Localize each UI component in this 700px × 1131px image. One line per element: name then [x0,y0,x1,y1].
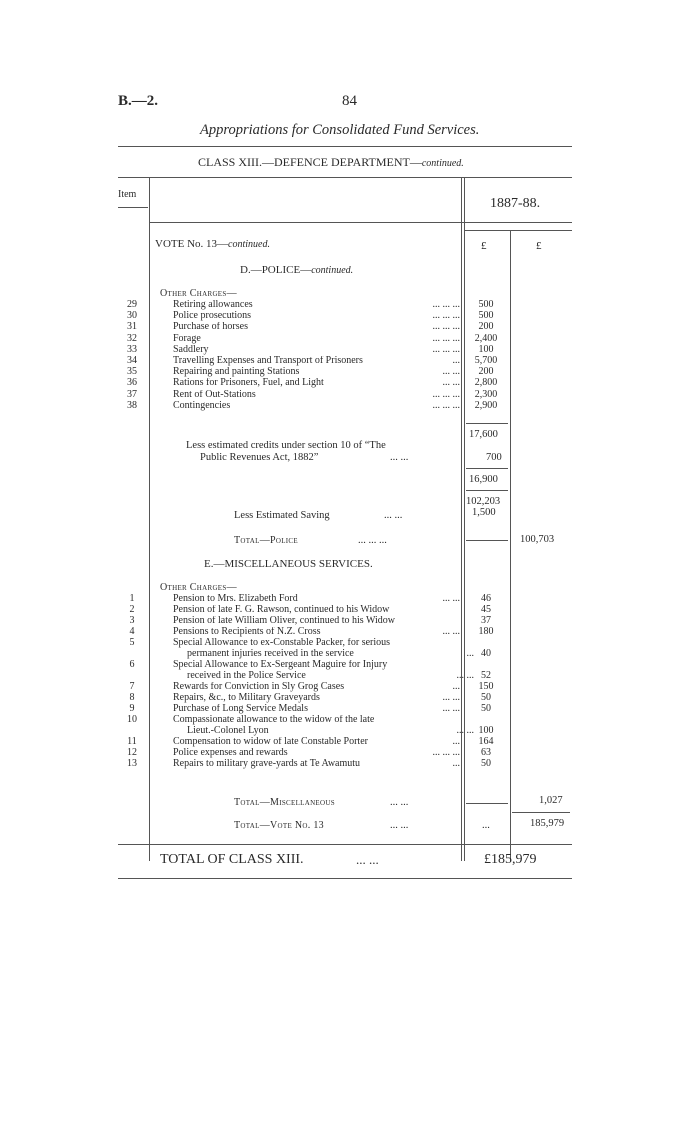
misc-total-rule [466,803,508,804]
item-description [173,682,460,692]
item-amount: 37 [481,615,491,626]
class-title [198,155,464,170]
item-description-text: Pension to Mrs. Elizabeth Ford [173,594,298,604]
item-amount: 2,900 [474,399,498,411]
item-amount: 100 [478,343,494,355]
item-number: 5 [129,637,135,648]
misc-heading: E.—MISCELLANEOUS SERVICES. [204,558,373,570]
class-title-text: CLASS XIII.—DEFENCE DEPARTMENT— [198,155,422,169]
less-saving-amount: 1,500 [472,507,496,518]
item-number: 6 [129,659,135,670]
police-total-amount: 100,703 [520,534,555,545]
leader-dots: ... ... [442,367,460,378]
item-amount: 2,300 [474,388,498,400]
leader-dots: ... ... [442,693,460,703]
misc-item-row [0,605,700,615]
item-number: 29 [127,299,137,310]
item-col-header: Item [118,189,137,200]
item-amount: 40 [481,648,491,659]
item-number: 13 [127,758,137,769]
item-amount: 50 [481,703,491,714]
police-item-row [0,345,700,355]
item-number: 9 [129,703,135,714]
item-amount: 500 [478,310,494,322]
item-number: 38 [127,399,137,411]
item-description-text: Contingencies [173,400,231,411]
misc-item-row [0,638,700,648]
misc-item-row-continuation [0,671,700,681]
item-number: 8 [129,692,135,703]
item-description-text: Compensation to widow of late Constable Porter [173,737,368,747]
police-gross-rule [466,490,508,491]
leader-dots: ... [452,682,460,692]
item-description [173,594,460,604]
item-description-text: Lieut.-Colonel Lyon [187,726,269,736]
leader-dots: ... ... ... [432,389,460,400]
item-description [173,378,460,388]
item-amount: 200 [478,366,494,378]
leader-dots: ... ... [442,594,460,604]
misc-item-row [0,627,700,637]
item-description-text: Special Allowance to Ex-Sergeant Maguire for Injury [173,660,388,670]
item-description-text: Police expenses and rewards [173,748,288,758]
item-amount: 164 [478,736,494,747]
item-amount: 5,700 [474,355,498,366]
page-title: Appropriations for Consolidated Fund Services. [200,122,480,138]
item-description [173,334,460,344]
item-description-text: Repairs, &c., to Military Graveyards [173,693,320,703]
misc-total-dots: ... ... [390,797,409,808]
leader-dots: ... [452,737,460,747]
item-description-text: Purchase of Long Service Medals [173,704,308,714]
item-description [173,311,460,321]
misc-item-row [0,693,700,703]
police-subtotal2-rule [466,468,508,469]
misc-item-row [0,748,700,758]
item-amount: 52 [481,670,491,681]
police-heading-continued: continued. [311,265,354,276]
vote-label: VOTE No. 13— [155,238,229,250]
less-credits-line1: Less estimated credits under section 10 of “The [186,440,386,451]
item-description-text: Pensions to Recipients of N.Z. Cross [173,627,321,637]
misc-other-charges: Other Charges— [160,582,237,593]
item-description [173,390,460,400]
misc-total-label: Total—Miscellaneous [234,797,335,808]
item-description [173,726,474,736]
item-number: 35 [127,366,137,378]
item-description [173,649,474,659]
misc-total-rule-col2 [512,812,570,813]
police-item-row [0,311,700,321]
item-description [173,671,474,681]
leader-dots: ... [466,649,474,659]
misc-item-row [0,594,700,604]
page-number: 84 [342,93,357,109]
item-amount: 46 [481,593,491,604]
item-description-text: Rations for Prisoners, Fuel, and Light [173,378,324,389]
item-description-text: Rent of Out-Stations [173,389,256,400]
item-description [173,704,460,714]
item-description [173,627,460,637]
police-subtotal1-rule [466,423,508,424]
less-credits-line2: Public Revenues Act, 1882” [200,452,319,463]
item-description [173,605,460,615]
item-number: 36 [127,377,137,389]
class-total-dots: ... ... [356,852,379,867]
item-number: 10 [127,714,137,725]
leader-dots: ... ... ... [432,400,460,411]
item-description [173,693,460,703]
class-total-amount: £185,979 [484,852,537,867]
item-amount: 150 [478,681,494,692]
leader-dots: ... [452,356,460,366]
police-item-row [0,367,700,377]
item-amount: 50 [481,692,491,703]
police-subtotal-1: 17,600 [469,429,498,440]
item-amount: 63 [481,747,491,758]
item-description [173,367,460,377]
less-saving-dots: ... ... [384,510,403,521]
leader-dots: ... ... [456,671,474,681]
item-description-text: Rewards for Conviction in Sly Grog Cases [173,682,345,692]
item-amount: 2,400 [474,332,498,344]
item-description-text: Pension of late F. G. Rawson, continued to his Widow [173,605,390,615]
item-description-text: Pension of late William Oliver, continued to his Widow [173,616,396,626]
item-description-text: Repairing and painting Stations [173,367,300,378]
item-number: 7 [129,681,135,692]
class-total-bottom-rule [118,878,572,879]
item-amount: 200 [478,321,494,333]
vote-total-dots: ... ... [390,820,409,831]
less-credits-amount: 700 [486,452,502,463]
misc-total-amount: 1,027 [539,795,563,806]
item-number: 4 [129,626,135,637]
police-item-row [0,356,700,366]
less-saving-label: Less Estimated Saving [234,510,330,521]
item-number: 32 [127,332,137,344]
item-header-rule [118,207,148,208]
page-ref: B.—2. [118,93,159,109]
vote-heading [155,238,270,250]
vote-continued: continued. [228,239,270,250]
item-description [173,715,460,725]
class-title-continued: continued. [421,158,464,169]
police-gross: 102,203 [466,496,501,507]
class-total-top-rule [118,844,572,845]
item-description [173,759,460,769]
item-number: 3 [129,615,135,626]
leader-dots: ... ... ... [432,748,460,758]
leader-dots: ... [452,759,460,769]
less-credits-dots: ... ... [390,452,409,463]
police-subtotal-2: 16,900 [469,474,498,485]
item-amount: 50 [481,758,491,769]
police-other-charges: Other Charges— [160,288,237,299]
police-item-row [0,334,700,344]
vote-total-label: Total—Vote No. 13 [234,820,324,831]
item-description-text: Repairs to military grave-yards at Te Awamutu [173,759,361,769]
year-col-header: 1887-88. [490,196,541,211]
item-amount: 2,800 [474,377,498,389]
item-description-text: Saddlery [173,344,209,355]
item-description [173,616,460,626]
leader-dots: ... ... ... [432,333,460,344]
police-item-row [0,378,700,388]
item-description-text: Special Allowance to ex-Constable Packer, for serious [173,638,391,648]
item-description-text: Compassionate allowance to the widow of the late [173,715,375,725]
leader-dots: ... ... ... [432,300,460,310]
item-number: 37 [127,388,137,400]
item-description-text: Purchase of horses [173,322,248,333]
misc-item-row [0,616,700,626]
misc-item-row [0,737,700,747]
item-description-text: Travelling Expenses and Transport of Prisoners [173,356,363,366]
title-rule [118,146,572,147]
item-number: 11 [127,736,137,747]
item-description [173,748,460,758]
item-description-text: received in the Police Service [187,671,306,681]
table-top-rule [118,177,572,178]
police-item-row [0,390,700,400]
leader-dots: ... ... [442,704,460,714]
item-description-text: Forage [173,333,201,344]
item-number: 30 [127,310,137,322]
pound-sign-col1: £ [481,240,487,252]
item-description-text: Police prosecutions [173,311,252,322]
leader-dots: ... ... ... [432,311,460,322]
misc-item-row [0,660,700,670]
police-total-rule [466,540,508,541]
misc-item-row [0,715,700,725]
item-description [173,356,460,366]
item-description [173,401,460,411]
item-description-text: Retiring allowances [173,300,253,310]
misc-item-row [0,704,700,714]
police-heading-text: D.—POLICE— [240,264,312,276]
year-underline [464,230,572,231]
item-number: 1 [129,593,135,604]
leader-dots: ... ... [456,726,474,736]
police-item-row [0,322,700,332]
leader-dots: ... ... ... [432,344,460,355]
item-number: 34 [127,355,137,366]
vote-total-amount: 185,979 [530,818,565,829]
pound-sign-col2: £ [536,240,542,252]
police-total-label: Total—Police [234,535,298,546]
misc-item-row-continuation [0,649,700,659]
misc-item-row-continuation [0,726,700,736]
misc-item-row [0,682,700,692]
item-description [173,300,460,310]
police-heading [240,264,353,276]
header-bottom-rule [150,222,572,223]
item-amount: 45 [481,604,491,615]
item-amount: 500 [478,299,494,310]
leader-dots: ... ... [442,627,460,637]
class-total-label: TOTAL OF CLASS XIII. [160,852,304,867]
item-amount: 100 [478,725,494,736]
item-number: 33 [127,343,137,355]
police-item-row [0,300,700,310]
vote-total-dots-col: ... [482,820,490,831]
police-item-row [0,401,700,411]
leader-dots: ... ... ... [432,322,460,333]
item-description [173,737,460,747]
police-total-dots: ... ... ... [358,535,387,546]
item-description [173,345,460,355]
item-amount: 180 [478,626,494,637]
item-description [173,660,460,670]
item-description-text: permanent injuries received in the service [187,649,354,659]
item-number: 2 [129,604,135,615]
item-number: 12 [127,747,137,758]
item-number: 31 [127,321,137,333]
misc-item-row [0,759,700,769]
item-description [173,322,460,332]
leader-dots: ... ... [442,378,460,389]
item-description [173,638,460,648]
